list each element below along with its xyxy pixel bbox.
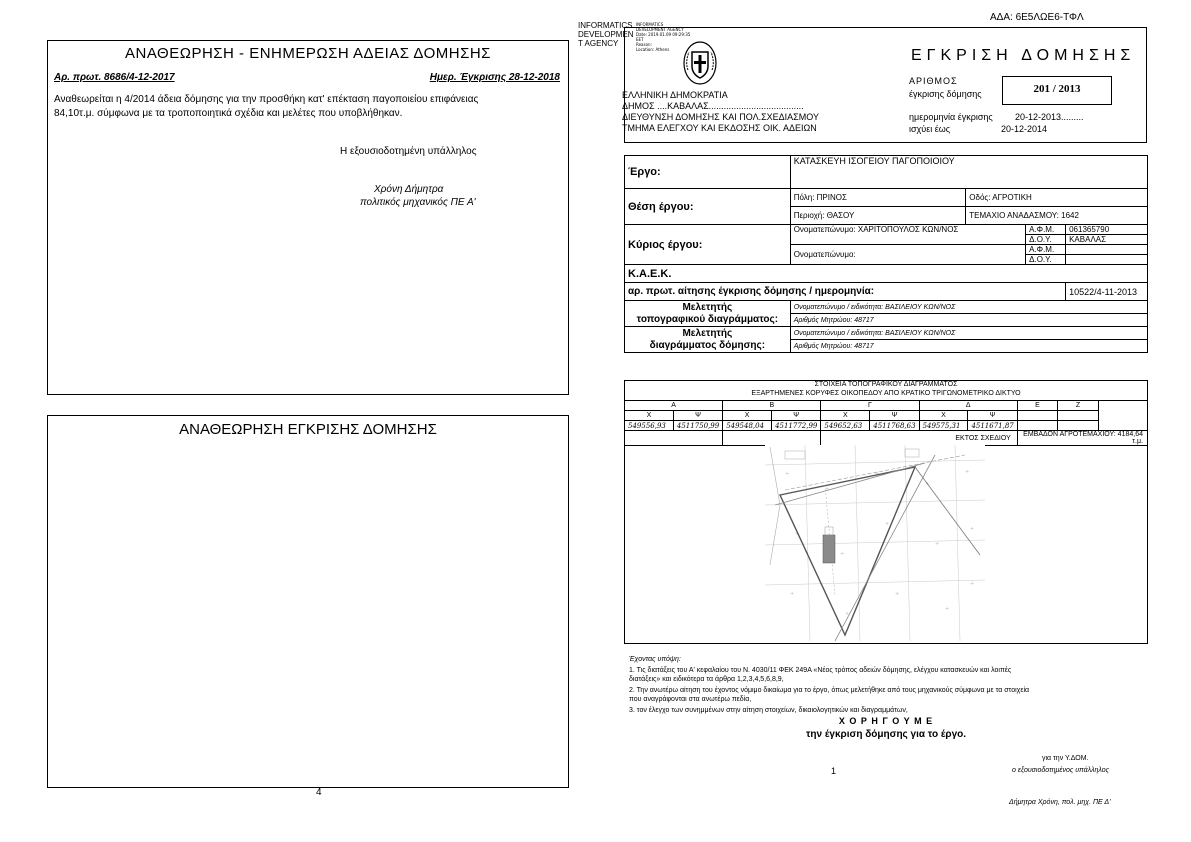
coord-a-y: 4511750,99 [673,421,722,431]
application-label: αρ. πρωτ. αίτησης έγκρισης δόμησης / ημερομηνία: [625,283,1066,301]
revision-update-title: ΑΝΑΘΕΩΡΗΣΗ - ΕΝΗΜΕΡΩΣΗ ΑΔΕΙΑΣ ΔΟΜΗΣΗΣ [125,45,491,62]
svg-text:+: + [795,531,800,537]
row-owner-1 [625,225,1148,235]
approve-heading: Χ Ο Ρ Η Γ Ο Υ Μ Ε [838,716,934,726]
for-ydom: για την Υ.ΔΟΜ. [1042,755,1089,762]
doy-label-1: Δ.Ο.Υ. [1026,235,1066,245]
valid-value: 20-12-2014 [1001,124,1048,134]
vertex-a: Α [625,401,723,411]
svg-text:+: + [925,481,930,487]
svg-text:+: + [895,591,900,597]
stamp-small-1: INFORMATICS [636,22,664,27]
location-label: Θέση έργου: [625,189,791,225]
point-1a: 1. Τις διατάξεις του Α' κεφαλαίου του Ν. 4030/11 ΦΕΚ 249Α «Νέος τρόπος αδειών δόμησης, ελέγχου κατασκευών και λοιπές [629,667,1012,674]
coord-b-x: 549548,04 [723,421,772,431]
municipality: ΔΗΜΟΣ ....ΚΑΒΑΛΑΣ...................................... [622,101,804,111]
topo-designer-label [625,301,791,327]
department: ΤΜΗΜΑ ΕΛΕΓΧΟΥ ΚΑΙ ΕΚΔΟΣΗΣ ΟΙΚ. ΑΔΕΙΩΝ [622,123,817,133]
point-3: 3. τον έλεγχο των συνημμένων στην αίτηση στοιχείων, δικαιολογητικών και διαγραμμάτων, [629,707,908,714]
doy-label-2: Δ.Ο.Υ. [1026,255,1066,265]
doy-value: ΚΑΒΑΛΑΣ [1066,235,1148,245]
build-designer-name: Ονοματεπώνυμο / ειδικότητα: ΒΑΣΙΛΕΙΟΥ ΚΩΝ/ΝΟΣ [790,327,1147,340]
stamp-small-6: Location: Athens [636,47,670,52]
y-label: Ψ [772,411,821,421]
stamp-line-2: DEVELOPMEN [578,30,634,39]
number-label-2: έγκρισης δόμησης [909,89,982,99]
zone: ΕΚΤΟΣ ΣΧΕΔΙΟΥ [821,431,1017,446]
topo-designer-name: Ονοματεπώνυμο / ειδικότητα: ΒΑΣΙΛΕΙΟΥ ΚΩΝ/ΝΟΣ [790,301,1147,314]
stamp-small-5: Reason: [636,42,652,47]
signer-name: Χρόνη Δήμητρα [374,184,444,195]
stamp-small-3: Date: 2019.01.09 09:29:35 [636,32,691,37]
having-seen: Έχοντας υπόψη: [629,656,681,663]
row-ergo [625,156,1148,189]
topo-designer-label-1: Μελετητής [682,301,733,313]
plot-area: ΕΜΒΑΔΟΝ ΑΓΡΟΤΕΜΑΧΙΟΥ: 4184,64 τ.μ. [1017,431,1147,446]
afm-label-1: Α.Φ.Μ. [1026,225,1066,235]
row-location-1 [625,189,1148,207]
row-build-1 [625,327,1148,340]
vertex-header-row [625,401,1148,411]
x-label: Χ [821,411,870,421]
row-kaek [625,265,1148,283]
build-designer-label [625,327,791,353]
city: Πόλη: ΠΡΙΝΟΣ [790,189,966,207]
ergo-label: Έργο: [625,156,791,189]
topo-title-1: ΣΤΟΙΧΕΙΑ ΤΟΠΟΓΡΑΦΙΚΟΥ ΔΙΑΓΡΑΜΜΑΤΟΣ [814,381,958,388]
vertex-z: Ζ [1058,401,1098,411]
afm-label-2: Α.Φ.Μ. [1026,245,1066,255]
svg-text:+: + [970,526,975,532]
date-value: 20-12-2013......... [1015,112,1084,122]
number-box [1002,76,1112,105]
svg-text:+: + [790,591,795,597]
y-label: Ψ [673,411,722,421]
svg-text:+: + [825,486,830,492]
zone-row [625,431,1148,446]
svg-text:+: + [875,471,880,477]
application-value: 10522/4-11-2013 [1066,283,1148,301]
topo-designer-label-2: τοπογραφικού διαγράμματος: [636,313,779,325]
footer-signer: Δήμητρα Χρόνη, πολ. μηχ. ΠΕ Δ' [1009,799,1111,806]
svg-text:+: + [965,469,970,475]
xy-header-row [625,411,1148,421]
republic: ΕΛΛΗΝΙΚΗ ΔΗΜΟΚΡΑΤΙΑ [622,90,728,100]
point-2a: 2. Την ανωτέρω αίτηση του έχοντος νόμιμο δικαίωμα για το έργο, όπως μελετήθηκε από τους μηχανικούς σύμφωνα με τα στοιχεία [629,687,1030,694]
authorized-employee: Η εξουσιοδοτημένη υπάλληλος [340,146,477,157]
vertex-e: Ε [1017,401,1057,411]
row-topo-1 [625,301,1148,314]
svg-text:+: + [785,471,790,477]
directorate: ΔΙΕΥΘΥΝΣΗ ΔΟΜΗΣΗΣ ΚΑΙ ΠΟΛ.ΣΧΕΔΙΑΣΜΟΥ [622,112,819,122]
site-plan-drawing [765,445,985,641]
vertex-g: Γ [821,401,919,411]
stamp-small-4: EET [636,37,644,42]
coord-b-y: 4511772,99 [772,421,821,431]
topo-title-2: ΕΞΑΡΤΗΜΕΝΕΣ ΚΟΡΥΦΕΣ ΟΙΚΟΠΕΔΟΥ ΑΠΟ ΚΡΑΤΙΚΟ ΤΡΙΓΩΝΟΜΕΤΡΙΚΟ ΔΙΚΤΥΟ [751,390,1021,397]
svg-text:+: + [845,611,850,617]
y-label: Ψ [870,411,919,421]
svg-text:+: + [935,541,940,547]
x-label: Χ [723,411,772,421]
left-page-number: 4 [316,787,322,798]
stamp-line-3: T AGENCY [578,39,619,48]
approval-header-box [624,27,1147,143]
coords-row [625,421,1148,431]
ergo-value: ΚΑΤΑΣΚΕΥΗ ΙΣΟΓΕΙΟΥ ΠΑΓΟΠΟΙΟΙΟΥ [790,156,1147,189]
valid-label: ισχύει έως [909,124,951,134]
owner-1: Ονοματεπώνυμο: ΧΑΡΙΤΟΠΟΥΛΟΣ ΚΩΝ/ΝΟΣ [790,225,1025,245]
approval-date: Ημερ. Έγκρισης 28-12-2018 [429,72,560,83]
area: Περιοχή: ΘΑΣΟΥ [790,207,966,225]
approve-text: την έγκριση δόμησης για το έργο. [805,729,967,740]
build-designer-registry: Αριθμός Μητρώου: 48717 [790,340,1147,353]
point-1b: διατάξεις» και ειδικότερα τα άρθρα 1,2,3,4,5,6,8,9, [629,676,784,683]
vertex-b: Β [723,401,821,411]
topographic-panel [624,380,1148,644]
afm-value: 061365790 [1066,225,1148,235]
street: Οδός: ΑΓΡΟΤΙΚΗ [966,189,1148,207]
stamp-line-1: INFORMATICS [578,21,633,30]
coord-a-x: 549556,93 [625,421,674,431]
coord-d-y: 4511671,87 [968,421,1017,431]
plot: ΤΕΜΑΧΙΟ ΑΝΑΔΑΣΜΟΥ: 1642 [966,207,1148,225]
svg-text:+: + [885,521,890,527]
stamp-small-2: DEVELOPMENT AGENCY [636,27,684,32]
coord-g-y: 4511768,63 [870,421,919,431]
svg-text:+: + [840,551,845,557]
kaek-label: Κ.Α.Ε.Κ. [625,265,1148,283]
coord-g-x: 549652,63 [821,421,870,431]
greek-coat-of-arms-icon [682,40,718,86]
project-data-table [624,155,1148,353]
owner-label: Κύριος έργου: [625,225,791,265]
approval-number: 201 / 2013 [1033,83,1081,95]
revision-body-line-2: 84,10τ.μ. σύμφωνα με τα τροποποιητικά σχέδια και μελέτες που υποβλήθηκαν. [54,108,403,119]
x-label: Χ [919,411,968,421]
y-label: Ψ [968,411,1017,421]
topo-designer-registry: Αριθμός Μητρώου: 48717 [790,314,1147,327]
coord-d-x: 549575,31 [919,421,968,431]
build-designer-label-2: διαγράμματος δόμησης: [649,339,766,351]
build-designer-label-1: Μελετητής [682,327,733,339]
row-application [625,283,1148,301]
protocol-number: Αρ. πρωτ. 8686/4-12-2017 [54,72,175,83]
revision-approval-panel [47,415,569,788]
right-page-number: 1 [831,766,837,776]
x-label: Χ [625,411,674,421]
ada-number: ΑΔΑ: 6Ε5ΛΩΕ6-ΤΦΛ [990,12,1084,23]
document-title: ΕΓΚΡΙΣΗ ΔΟΜΗΣΗΣ [911,47,1136,64]
svg-text:+: + [945,606,950,612]
revision-approval-title: ΑΝΑΘΕΩΡΗΣΗ ΕΓΚΡΙΣΗΣ ΔΟΜΗΣΗΣ [179,421,437,438]
revision-update-panel [47,40,569,395]
date-label: ημερομηνία έγκρισης [909,112,993,122]
vertex-table [624,400,1148,446]
point-2b: που αναγράφονται στα ανωτέρω πεδία, [629,696,752,703]
signer-role: πολιτικός μηχανικός ΠΕ Α' [360,197,476,208]
owner-2: Ονοματεπώνυμο: [790,245,1025,265]
svg-text:+: + [970,581,975,587]
vertex-d: Δ [919,401,1017,411]
authorized-officer: ο εξουσιοδοτημένος υπάλληλος [1012,767,1110,774]
number-label-1: ΑΡΙΘΜΟΣ [909,76,958,86]
revision-body-line-1: Αναθεωρείται η 4/2014 άδεια δόμησης για την προσθήκη κατ' επέκταση παγοποιείου επιφάνειας [54,94,479,105]
